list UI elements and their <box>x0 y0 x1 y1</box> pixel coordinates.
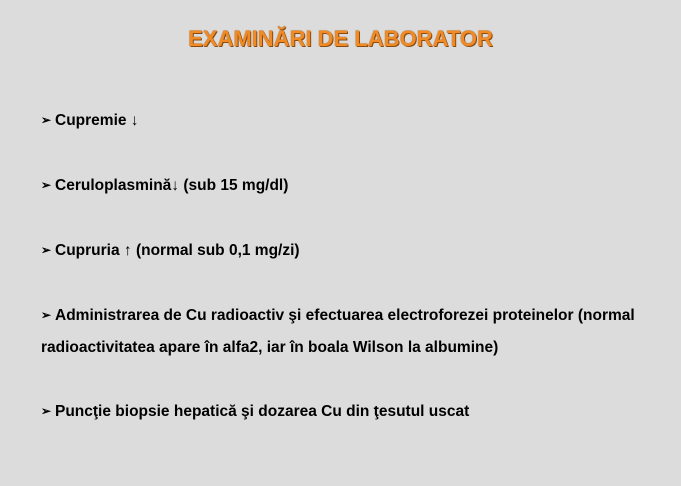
arrowhead-bullet-icon: ➢ <box>41 404 52 418</box>
bullet-text: Puncţie biopsie hepatică şi dozarea Cu din ţesutul uscat <box>55 403 470 420</box>
arrowhead-bullet-icon: ➢ <box>41 243 52 257</box>
bullet-text: Cupruria ↑ (normal sub 0,1 mg/zi) <box>55 242 300 259</box>
slide-title: EXAMINĂRI DE LABORATOR <box>188 26 493 51</box>
bullet-item <box>41 169 663 202</box>
arrowhead-bullet-icon: ➢ <box>41 113 52 127</box>
bullet-item <box>41 104 663 137</box>
bullet-item <box>41 299 663 364</box>
bullet-text: Administrarea de Cu radioactiv şi efectuarea electroforezei proteinelor (normal radioactivitatea apare în alfa2, iar în boala Wilson la albumine) <box>41 307 635 356</box>
arrowhead-bullet-icon: ➢ <box>41 308 52 322</box>
bullet-text: Ceruloplasmină↓ (sub 15 mg/dl) <box>55 177 289 194</box>
bullet-item <box>41 234 663 267</box>
bullet-item <box>41 395 663 428</box>
arrowhead-bullet-icon: ➢ <box>41 178 52 192</box>
bullet-text: Cupremie ↓ <box>55 112 139 129</box>
